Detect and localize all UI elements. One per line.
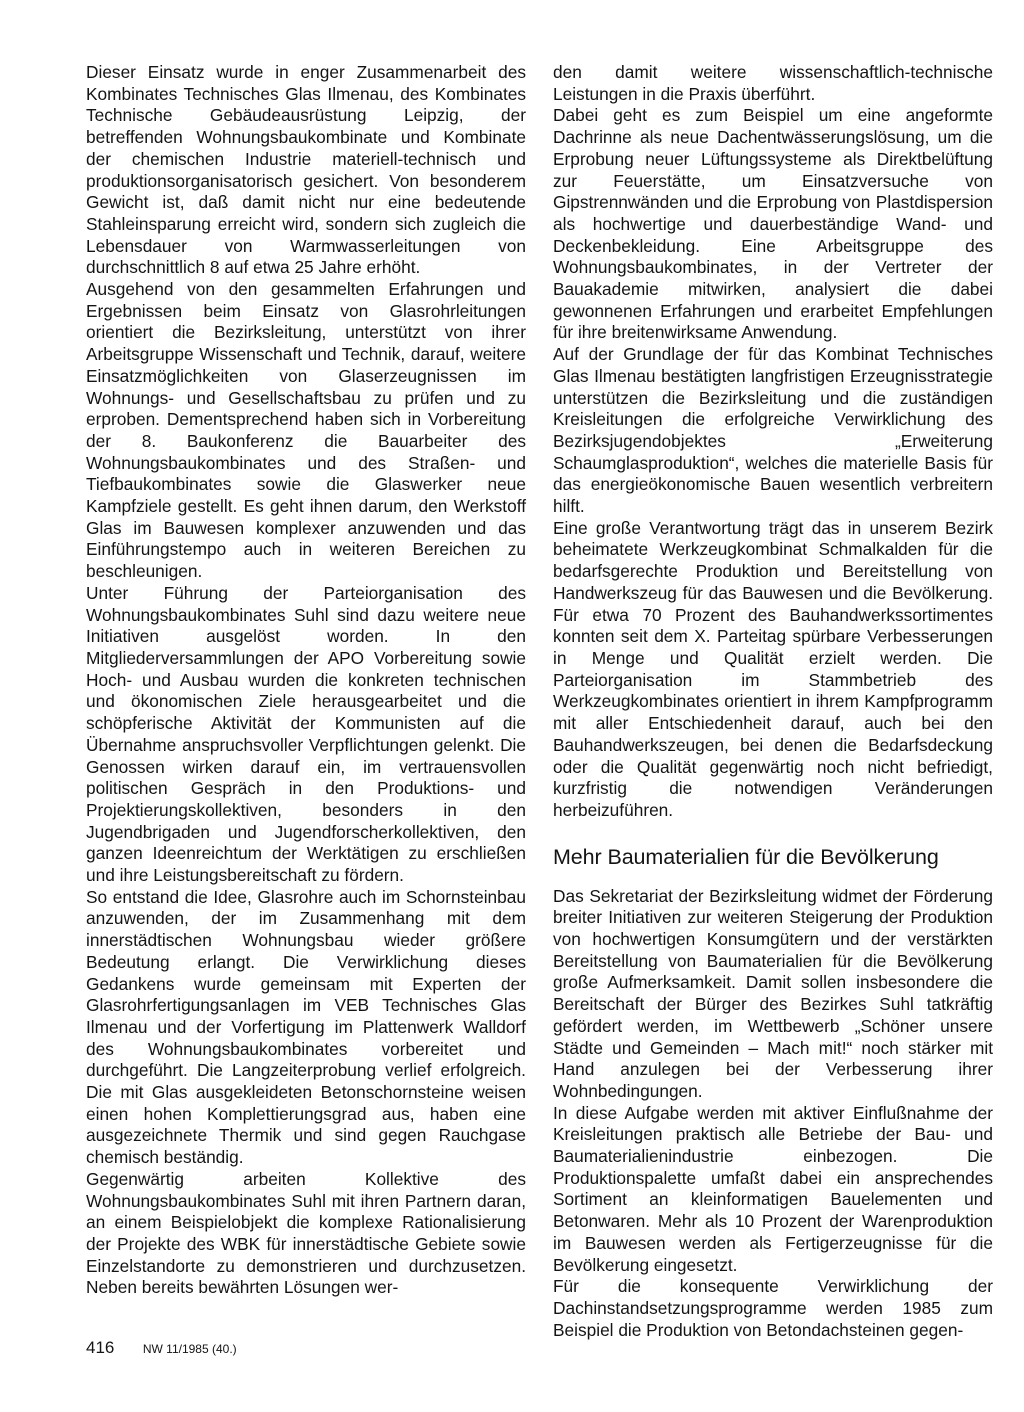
paragraph: Für die konsequente Verwirklichung der Dachinstandsetzungsprogramme werden 1985 zum Beispiel die Produktion von Betondachsteinen gegen- (553, 1276, 993, 1340)
section-heading: Mehr Baumaterialien für die Bevölkerung (553, 844, 939, 869)
paragraph: Ausgehend von den gesammelten Erfahrungen und Ergebnissen beim Einsatz von Glasrohrleitungen orientiert die Bezirksleitung, unterstützt von ihrer Arbeitsgruppe Wissenschaft und Technik, darauf, weitere Einsatzmöglichkeiten von Glaserzeugnissen im Wohnungs- und Gesellschaftsbau zu prüfen und zu erproben. Dementsprechend haben sich in Vorbereitung der 8. Baukonferenz die Bauarbeiter des Wohnungsbaukombinates und des Straßen- und Tiefbaukombinates sowie die Glaswerker neue Kampfziele gestellt. Es geht ihnen darum, den Werkstoff Glas im Bauwesen komplexer anzuwenden und das Einführungstempo auch in weiteren Bereichen zu beschleunigen. (86, 279, 526, 582)
paragraph: Unter Führung der Parteiorganisation des Wohnungsbaukombinates Suhl sind dazu weitere neue Initiativen ausgelöst worden. In den Mitgliederversammlungen der APO Vorbereitung sowie Hoch- und Ausbau wurden die konkreten technischen und ökonomischen Ziele herausgearbeitet und die schöpferische Aktivität der Kommunisten auf die Übernahme anspruchsvoller Verpflichtungen gelenkt. Die Genossen wirken darauf ein, im vertrauensvollen politischen Gespräch in den Produktions- und Projektierungskollektiven, besonders in den Jugendbrigaden und Jugendforscherkollektiven, den ganzen Ideenreichtum der Werktätigen zu erschließen und ihre Leistungsbereitschaft zu fördern. (86, 582, 526, 886)
paragraph: Eine große Verantwortung trägt das in unserem Bezirk beheimatete Werkzeugkombinat Schmalkalden für die bedarfsgerechte Produktion und Bereitstellung von Handwerkszeug für das Bauwesen und die Bevölkerung. Für etwa 70 Prozent des Bauhandwerkssortimentes konnten seit dem X. Parteitag spürbare Verbesserungen in Menge und Qualität erzielt werden. Die Parteiorganisation im Stammbetrieb des Werkzeugkombinates orientiert in ihrem Kampfprogramm mit aller Entschiedenheit darauf, auch bei den Bauhandwerkszeugen, bei denen die Bedarfsdeckung oder die Qualität gegenwärtig noch nicht befriedigt, kurzfristig die notwendigen Veränderungen herbeizuführen. (553, 517, 993, 820)
paragraph: Das Sekretariat der Bezirksleitung widmet der Förderung breiter Initiativen zur weiteren Steigerung der Produktion von hochwertigen Konsumgütern und der verstärkten Bereitstellung von Baumaterialien für die Bevölkerung große Aufmerksamkeit. Damit sollen insbesondere die Bereitschaft der Bürger des Bezirkes Suhl tatkräftig gefördert werden, im Wettbewerb „Schöner unsere Städte und Gemeinden – Mach mit!“ noch stärker mit Hand anzulegen bei der Verbesserung ihrer Wohnbedingungen. (553, 885, 993, 1101)
paragraph: In diese Aufgabe werden mit aktiver Einflußnahme der Kreisleitungen praktisch alle Betriebe der Bau- und Baumaterialienindustrie einbezogen. Die Produktionspalette umfaßt dabei ein ansprechendes Sortiment an kleinformatigen Bauelementen und Betonwaren. Mehr als 10 Prozent der Warenproduktion im Bauwesen werden als Fertigerzeugnisse für die Bevölkerung eingesetzt. (553, 1102, 993, 1275)
paragraph: Dieser Einsatz wurde in enger Zusammenarbeit des Kombinates Technisches Glas Ilmenau, des Kombinates Technische Gebäudeausrüstung Leipzig, der betreffenden Wohnungsbaukombinate und Kombinate der chemischen Industrie materiell-technisch und produktionsorganisatorisch gesichert. Von besonderem Gewicht ist, daß damit nicht nur eine bedeutende Stahleinsparung erreicht wird, sondern sich zugleich die Lebensdauer von Warmwasserleitungen von durchschnittlich 8 auf etwa 25 Jahre erhöht. (86, 62, 526, 278)
issue-reference: NW 11/1985 (40.) (142, 1342, 237, 1356)
page-footer (86, 1338, 237, 1358)
left-column (86, 62, 526, 1299)
paragraph: So entstand die Idee, Glasrohre auch im Schornsteinbau anzuwenden, der im Zusammenhang mit dem innerstädtischen Wohnungsbau wieder größere Bedeutung erlangt. Die Verwirklichung dieses Gedankens wurde gemeinsam mit Experten der Glasrohrfertigungsanlagen im VEB Technisches Glas Ilmenau und der Vorfertigung im Plattenwerk Walldorf des Wohnungsbaukombinates vorbereitet und durchgeführt. Die Langzeiterprobung verlief erfolgreich. Die mit Glas ausgekleideten Betonschornsteine weisen einen hohen Komplettierungsgrad aus, haben eine ausgezeichnete Thermik und sind gegen Rauchgase chemisch beständig. (86, 886, 526, 1168)
right-column (553, 62, 993, 1341)
paragraph: Gegenwärtig arbeiten Kollektive des Wohnungsbaukombinates Suhl mit ihren Partnern daran, an einem Beispielobjekt die komplexe Rationalisierung der Projekte des WBK für innerstädtische Gebiete sowie Einzelstandorte zu demonstrieren und durchzusetzen. Neben bereits bewährten Lösungen wer- (86, 1168, 526, 1298)
paragraph: Auf der Grundlage der für das Kombinat Technisches Glas Ilmenau bestätigten langfristigen Erzeugnisstrategie unterstützen die Bezirksleitung und die zuständigen Kreisleitungen die erfolgreiche Verwirklichung des Bezirksjugendobjektes „Erweiterung Schaumglasproduktion“, welches die materielle Basis für das energieökonomische Bauen wesentlich verbreitern hilft. (553, 344, 993, 517)
page-number: 416 (86, 1338, 115, 1357)
paragraph: den damit weitere wissenschaftlich-technische Leistungen in die Praxis überführt. (553, 62, 993, 104)
paragraph: Dabei geht es zum Beispiel um eine angeformte Dachrinne als neue Dachentwässerungslösung, um die Erprobung neuer Lüftungssysteme als Direktbelüftung zur Feuerstätte, um Einsatzversuche von Gipstrennwänden und die Erprobung von Plastdispersion als hochwertige und dauerbeständige Wand- und Deckenbekleidung. Eine Arbeitsgruppe des Wohnungsbaukombinates, in der Vertreter der Bauakademie mitwirken, analysiert die dabei gewonnenen Erfahrungen und erarbeitet Empfehlungen für ihre breitenwirksame Anwendung. (553, 105, 993, 343)
